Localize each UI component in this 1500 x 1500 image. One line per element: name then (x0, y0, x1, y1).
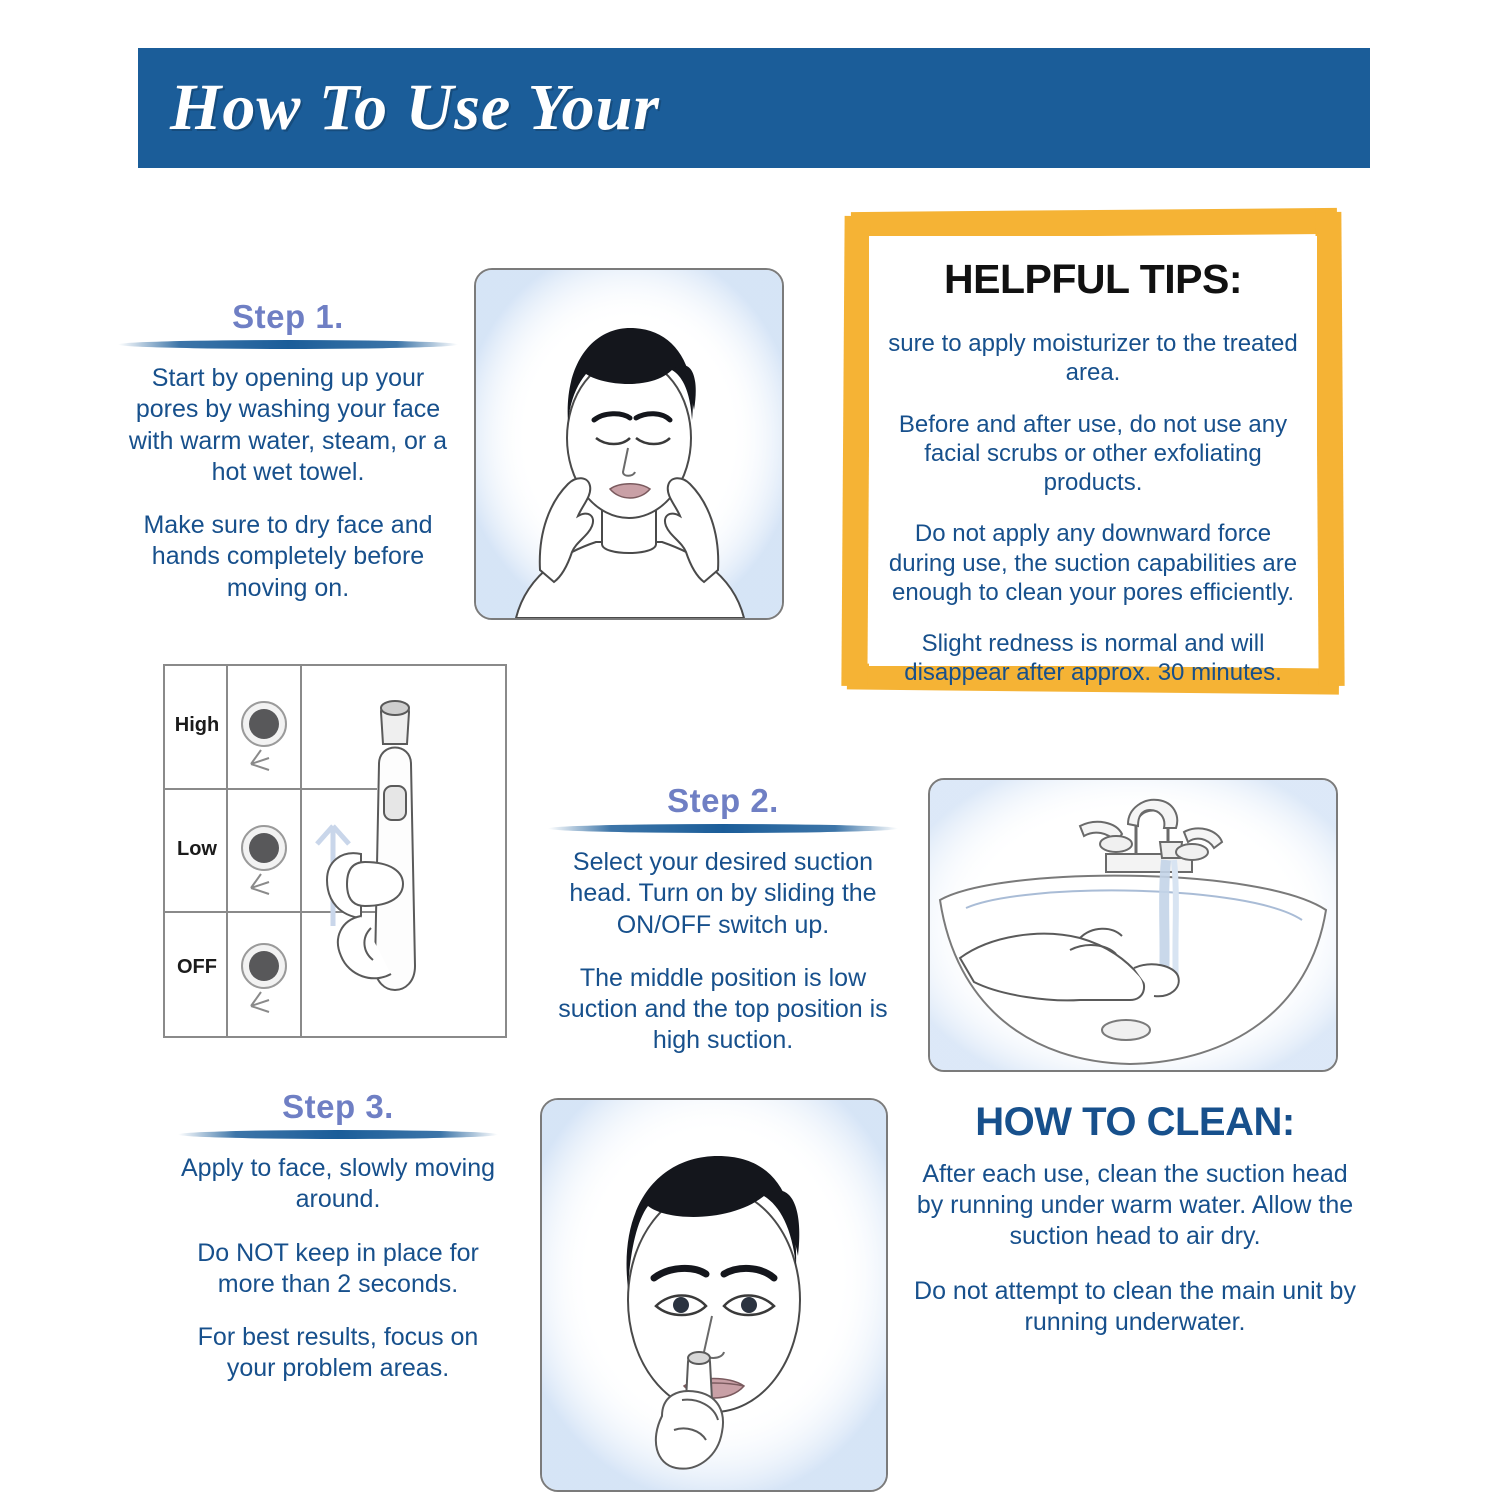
helpful-tips-body (887, 329, 1299, 688)
step-1-illustration (474, 268, 784, 620)
step-1-label: Step 1. (232, 298, 344, 335)
step-2-paragraph-1: Select your desired suction head. Turn on by sliding the ON/OFF switch up. (569, 848, 877, 939)
how-to-clean-body (910, 1159, 1360, 1338)
how-to-clean-heading: HOW TO CLEAN: (975, 1100, 1295, 1144)
tips-frame-right (1315, 212, 1344, 686)
clean-paragraph-2: Do not attempt to clean the main unit by running underwater. (914, 1277, 1356, 1336)
helpful-tips-heading: HELPFUL TIPS: (944, 256, 1242, 302)
page-title: How To Use Your (170, 71, 660, 144)
woman-washing-face-illustration (476, 270, 782, 618)
header-banner (138, 48, 1370, 168)
step-2-paragraph-2: The middle position is low suction and the top position is high suction. (558, 963, 888, 1055)
step-3-paragraph-3: For best results, focus on your problem areas. (197, 1323, 479, 1383)
step-3-underline (178, 1130, 498, 1139)
step-1-block (118, 298, 458, 604)
tips-paragraph-2: Before and after use, do not use any facial scrubs or other exfoliating products. (898, 410, 1288, 497)
step-3-paragraph-2: Do NOT keep in place for more than 2 seconds. (197, 1238, 479, 1298)
clean-illustration (928, 778, 1338, 1072)
helpful-tips-content (869, 236, 1317, 687)
tips-paragraph-1: sure to apply moisturizer to the treated area. (888, 330, 1298, 387)
switch-position-diagram (163, 664, 507, 1038)
step-3-block (178, 1088, 498, 1385)
step-1-underline (118, 340, 458, 349)
faucet-rinsing-illustration (930, 780, 1336, 1070)
step-2-text (548, 847, 898, 1057)
step-2-block (548, 782, 898, 1057)
switch-label-low: Low (177, 838, 217, 860)
step-2-underline (548, 824, 898, 833)
step-3-illustration (540, 1098, 888, 1492)
step-2-label: Step 2. (667, 782, 779, 819)
step-3-paragraph-1: Apply to face, slowly moving around. (180, 1154, 496, 1214)
tips-paragraph-4: Slight redness is normal and will disappear after approx. 30 minutes. (904, 630, 1282, 687)
helpful-tips-box (843, 210, 1343, 692)
step-1-paragraph-2: Make sure to dry face and hands completely before moving on. (143, 511, 433, 602)
woman-using-device-illustration (542, 1100, 886, 1490)
tips-frame-left (841, 216, 870, 686)
tips-paragraph-3: Do not apply any downward force during use, the suction capabilities are enough to clean your pores efficiently. (888, 520, 1298, 606)
step-3-label: Step 3. (282, 1088, 394, 1125)
step-1-paragraph-1: Start by opening up your pores by washing your face with warm water, steam, or a hot wet towel. (128, 364, 448, 486)
tips-frame-top (851, 208, 1337, 238)
step-1-text (118, 363, 458, 604)
switch-label-off: OFF (177, 956, 217, 978)
clean-paragraph-1: After each use, clean the suction head by running under warm water. Allow the suction head to air dry. (916, 1160, 1354, 1250)
how-to-clean-block (910, 1100, 1360, 1338)
step-3-text (178, 1153, 498, 1385)
switch-label-high: High (174, 714, 220, 736)
